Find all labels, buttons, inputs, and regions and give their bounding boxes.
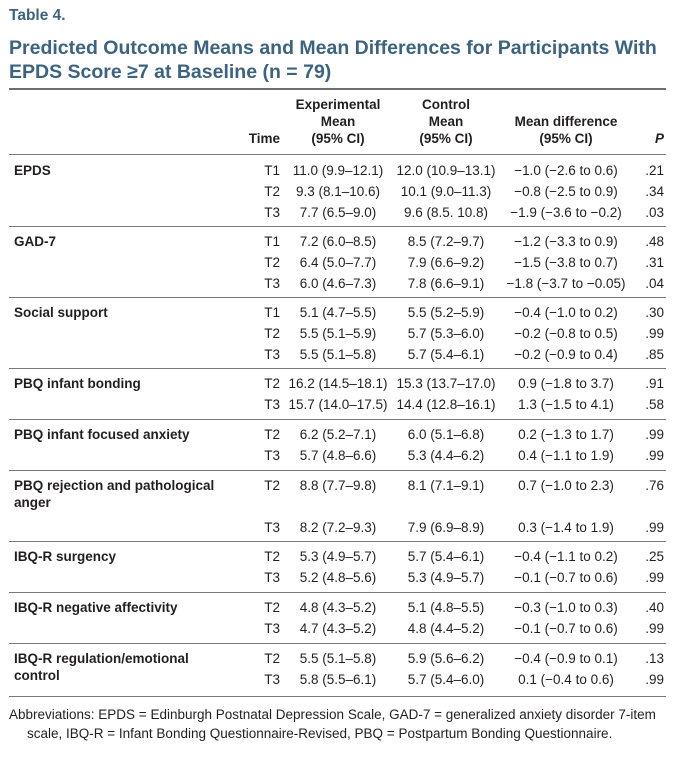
header-bottom-rule: [9, 154, 666, 155]
table-cell-experimental-value: 7.7 (6.5–9.0): [299, 205, 377, 220]
variable-label: PBQ infant bonding: [14, 376, 141, 391]
table-cell-p-value: .40: [645, 600, 664, 615]
table-cell-control-value: 9.6 (8.5. 10.8): [403, 205, 489, 220]
group-divider: [9, 297, 666, 298]
table-cell-time: T3: [264, 448, 280, 463]
table-cell-experimental-value: 5.7 (4.8–6.6): [299, 448, 377, 463]
table-cell-difference-value: −0.4 (−0.9 to 0.1): [514, 651, 618, 666]
table-cell-control-value: 5.9 (5.6–6.2): [407, 651, 485, 666]
table-cell-experimental-value: 8.2 (7.2–9.3): [299, 520, 377, 535]
table-cell-experimental-value: 6.0 (4.6–7.3): [299, 276, 377, 291]
table-cell-p-value: .25: [645, 549, 664, 564]
table-cell-experimental-value: 5.3 (4.9–5.7): [299, 549, 377, 564]
table-cell-difference-value: 0.4 (−1.1 to 1.9): [518, 448, 614, 463]
table-cell-control-value: 5.7 (5.3–6.0): [407, 326, 485, 341]
table-cell-time: T2: [264, 651, 280, 666]
table-cell-p-value: .21: [645, 163, 664, 178]
table-cell-experimental-value: 9.3 (8.1–10.6): [295, 184, 381, 199]
table-cell-time: T1: [264, 234, 280, 249]
variable-label: PBQ infant focused anxiety: [14, 427, 190, 442]
header-difference-line1: Mean difference: [514, 114, 618, 129]
variable-label: PBQ rejection and pathological anger: [14, 478, 215, 510]
table-cell-experimental-value: 8.8 (7.7–9.8): [299, 478, 377, 493]
table-cell-p-value: .99: [645, 520, 664, 535]
group-divider: [9, 368, 666, 369]
header-experimental-line3: (95% CI): [311, 131, 365, 146]
table-cell-time: T3: [264, 347, 280, 362]
table-cell-difference-value: −0.2 (−0.9 to 0.4): [514, 347, 618, 362]
table-cell-time: T3: [264, 205, 280, 220]
header-difference: [502, 113, 630, 147]
table-cell-time: T3: [264, 520, 280, 535]
group-divider: [9, 419, 666, 420]
group-divider: [9, 226, 666, 227]
table-cell-time: T1: [264, 163, 280, 178]
table-cell-control-value: 5.5 (5.2–5.9): [407, 305, 485, 320]
table-cell-difference-value: −1.2 (−3.3 to 0.9): [514, 234, 618, 249]
table-cell-difference-value: 0.2 (−1.3 to 1.7): [518, 427, 614, 442]
table-cell-experimental-value: 5.1 (4.7–5.5): [299, 305, 377, 320]
table-cell-time: T3: [264, 397, 280, 412]
table-cell-difference-value: 0.1 (−0.4 to 0.6): [518, 672, 614, 687]
group-divider: [9, 643, 666, 644]
table-cell-p-value: .91: [645, 376, 664, 391]
table-cell-time: T2: [264, 600, 280, 615]
table-cell-difference-value: −1.8 (−3.7 to −0.05): [506, 276, 626, 291]
header-experimental: [288, 96, 388, 147]
table-cell-control-value: 15.3 (13.7–17.0): [396, 376, 496, 391]
table-cell-time: T2: [264, 255, 280, 270]
table-cell-control-value: 5.7 (5.4–6.1): [407, 549, 485, 564]
table-cell-p-value: .99: [645, 570, 664, 585]
table-cell-time: T3: [264, 570, 280, 585]
table-cell-difference-value: −0.1 (−0.7 to 0.6): [514, 570, 618, 585]
variable-label: IBQ-R surgency: [14, 549, 117, 564]
header-control: [394, 96, 498, 147]
variable-label: EPDS: [14, 163, 51, 178]
header-time: Time: [248, 131, 280, 146]
table-cell-experimental-value: 6.4 (5.0–7.7): [299, 255, 377, 270]
table-cell-experimental-value: 5.5 (5.1–5.8): [299, 651, 377, 666]
table-cell-difference-value: −0.2 (−0.8 to 0.5): [514, 326, 618, 341]
table-cell-p-value: .99: [645, 427, 664, 442]
table-cell-control-value: 4.8 (4.4–5.2): [407, 621, 485, 636]
footnote-line2: scale, IBQ-R = Infant Bonding Questionnaire-Revised, PBQ = Postpartum Bonding Questionnaire.: [27, 726, 613, 741]
table-cell-experimental-value: 4.7 (4.3–5.2): [299, 621, 377, 636]
table-cell-time: T2: [264, 549, 280, 564]
table-cell-difference-value: −0.4 (−1.1 to 0.2): [514, 549, 618, 564]
header-control-line3: (95% CI): [419, 131, 473, 146]
table-cell-experimental-value: 7.2 (6.0–8.5): [299, 234, 377, 249]
table-cell-difference-value: 1.3 (−1.5 to 4.1): [518, 397, 614, 412]
table-cell-difference-value: 0.3 (−1.4 to 1.9): [518, 520, 614, 535]
table-cell-experimental-value: 5.2 (4.8–5.6): [299, 570, 377, 585]
table-cell-p-value: .76: [645, 478, 664, 493]
group-divider: [9, 541, 666, 542]
footnote: [9, 705, 669, 743]
table-cell-control-value: 14.4 (12.8–16.1): [396, 397, 496, 412]
table-cell-experimental-value: 4.8 (4.3–5.2): [299, 600, 377, 615]
table-cell-control-value: 5.7 (5.4–6.0): [407, 672, 485, 687]
header-control-line2: Mean: [428, 114, 464, 129]
table-cell-experimental-value: 6.2 (5.2–7.1): [299, 427, 377, 442]
table-cell-p-value: .85: [645, 347, 664, 362]
variable-label: GAD-7: [14, 234, 57, 249]
header-experimental-line2: Mean: [320, 114, 356, 129]
variable-label: Social support: [14, 305, 108, 320]
table-cell-difference-value: −0.8 (−2.5 to 0.9): [514, 184, 618, 199]
table-cell-control-value: 5.1 (4.8–5.5): [407, 600, 485, 615]
table-cell-experimental-value: 16.2 (14.5–18.1): [288, 376, 388, 391]
table-cell-time: T2: [264, 326, 280, 341]
table-cell-difference-value: −1.5 (−3.8 to 0.7): [514, 255, 618, 270]
table-cell-experimental-value: 5.8 (5.5–6.1): [299, 672, 377, 687]
header-control-line1: Control: [422, 97, 470, 112]
variable-label: IBQ-R regulation/emotional control: [14, 651, 189, 683]
table-cell-difference-value: −0.4 (−1.0 to 0.2): [514, 305, 618, 320]
table-cell-p-value: .13: [645, 651, 664, 666]
variable-label: IBQ-R negative affectivity: [14, 600, 178, 615]
table-cell-difference-value: 0.7 (−1.0 to 2.3): [518, 478, 614, 493]
table-cell-control-value: 7.8 (6.6–9.1): [407, 276, 485, 291]
table-cell-experimental-value: 15.7 (14.0–17.5): [288, 397, 388, 412]
table-cell-p-value: .58: [645, 397, 664, 412]
table-cell-p-value: .03: [645, 205, 664, 220]
table-cell-experimental-value: 5.5 (5.1–5.8): [299, 347, 377, 362]
table-cell-experimental-value: 5.5 (5.1–5.9): [299, 326, 377, 341]
group-divider: [9, 592, 666, 593]
table-cell-time: T2: [264, 478, 280, 493]
table-cell-control-value: 10.1 (9.0–11.3): [400, 184, 492, 199]
table-cell-time: T3: [264, 621, 280, 636]
table-cell-time: T3: [264, 276, 280, 291]
table-cell-p-value: .31: [645, 255, 664, 270]
header-experimental-line1: Experimental: [295, 97, 381, 112]
table-bottom-rule: [9, 696, 666, 697]
table-cell-p-value: .30: [645, 305, 664, 320]
table-cell-p-value: .04: [645, 276, 664, 291]
table-cell-control-value: 8.5 (7.2–9.7): [407, 234, 485, 249]
table-cell-control-value: 7.9 (6.6–9.2): [407, 255, 485, 270]
table-cell-control-value: 5.7 (5.4–6.1): [407, 347, 485, 362]
group-divider: [9, 470, 666, 471]
table-cell-p-value: .48: [645, 234, 664, 249]
table-cell-difference-value: 0.9 (−1.8 to 3.7): [518, 376, 614, 391]
table-cell-time: T1: [264, 305, 280, 320]
header-p: P: [654, 131, 664, 146]
footnote-line1: Abbreviations: EPDS = Edinburgh Postnatal Depression Scale, GAD-7 = generalized anxiety disorder 7-item: [9, 707, 656, 722]
header-top-rule: [9, 88, 666, 90]
table-cell-p-value: .99: [645, 326, 664, 341]
table-cell-time: T2: [264, 376, 280, 391]
header-difference-line2: (95% CI): [539, 131, 593, 146]
table-cell-p-value: .99: [645, 448, 664, 463]
table-cell-difference-value: −1.9 (−3.6 to −0.2): [510, 205, 622, 220]
table-cell-difference-value: −0.1 (−0.7 to 0.6): [514, 621, 618, 636]
table-cell-p-value: .99: [645, 621, 664, 636]
table-cell-time: T2: [264, 184, 280, 199]
table-cell-difference-value: −0.3 (−1.0 to 0.3): [514, 600, 618, 615]
table-title: Predicted Outcome Means and Mean Differences for Participants With EPDS Score ≥7 at Baseline (n = 79): [9, 37, 657, 83]
table-cell-p-value: .34: [645, 184, 664, 199]
table-cell-control-value: 12.0 (10.9–13.1): [396, 163, 496, 178]
table-cell-experimental-value: 11.0 (9.9–12.1): [292, 163, 384, 178]
table-cell-control-value: 5.3 (4.4–6.2): [407, 448, 485, 463]
table-cell-difference-value: −1.0 (−2.6 to 0.6): [514, 163, 618, 178]
table-cell-time: T3: [264, 672, 280, 687]
table-cell-control-value: 6.0 (5.1–6.8): [407, 427, 485, 442]
table-cell-control-value: 8.1 (7.1–9.1): [407, 478, 485, 493]
table-label: Table 4.: [9, 7, 66, 24]
table-cell-p-value: .99: [645, 672, 664, 687]
table-cell-control-value: 5.3 (4.9–5.7): [407, 570, 485, 585]
table-cell-control-value: 7.9 (6.9–8.9): [407, 520, 485, 535]
table-cell-time: T2: [264, 427, 280, 442]
